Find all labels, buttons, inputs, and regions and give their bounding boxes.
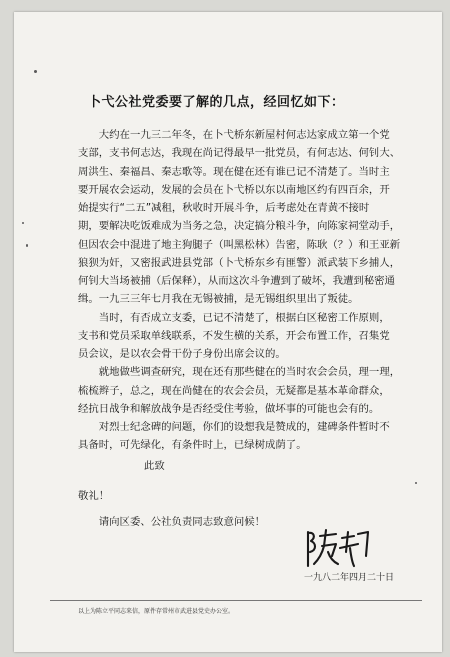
text-line: 始提实行“二五”减租，秋收时开展斗争，后考虑处在青黄不接时 [78,202,370,214]
text-line: 期，要解决吃饭难成为当务之急，决定搞分粮斗争，向陈家祠堂动手， [78,220,401,233]
scan-speck [34,70,37,73]
text-line: 但因农会中混进了地主狗腿子（叫黑松林）告密，陈耿（？）和王亚新 [78,238,401,251]
text-line: 具备时，可先绿化，有条件时上，已绿树成荫了。 [78,439,307,452]
text-line: 要开展农会运动，发展的会员在卜弋桥以东以南地区约有四百余，开 [78,183,390,196]
text-line: 员会议，是以农会骨干份子身份出席会议的。 [78,348,286,360]
text-line: 周洪生、秦福昌、秦志歌等。现在健在还有谁已记不清楚了。当时主 [78,165,390,178]
handwritten-signature [302,526,374,570]
letter-heading: 卜弋公社党委要了解的几点，经回忆如下： [88,95,345,110]
text-line: 何钊大当场被捕（后保释），从而这次斗争遭到了破坏，我遭到秘密通 [78,275,395,287]
text-line: 当时，有否成立支委，已记不清楚了，根据白区秘密工作原则， [78,311,390,324]
text-line: 梳梳辫子，总之，现在尚健在的农会会员，无疑都是基本革命群众， [78,384,390,397]
text-line: 大约在一九三二年冬，在卜弋桥东新屋村何志达家成立第一个党 [78,129,390,141]
scan-speck [22,222,24,224]
letter-page [14,12,442,652]
scan-speck [26,244,28,247]
text-line: 支部，支书何志达，我现在尚记得最早一批党员，有何志达、何钊大、 [78,147,401,160]
greeting: 敬礼！ [78,489,110,502]
letter-body [78,126,436,531]
text-line: 缉。一九三三年七月我在无锡被捕，是无锡组织里出了叛徒。 [78,293,359,306]
footnote-divider [50,600,422,601]
text-line: 经抗日战争和解放战争是否经受住考验，做坏事的可能也会有的。 [78,402,380,415]
text-line: 对烈士纪念碑的问题，你们的设想我是赞成的，建碑条件暂时不 [78,421,390,433]
closing-salutation: 此致 [144,459,165,472]
text-line: 狼狈为奸，又密报武进县党部（卜弋桥东乡有匪警）派武装下乡捕人， [78,256,401,269]
footnote: 以上为陈立平同志来信，原件存常州市武进县党史办公室。 [78,608,235,615]
text-line: 就地做些调查研究，现在还有那些健在的当时农会会员，理一理， [78,366,401,379]
regards-request: 请向区委、公社负责同志致意问候！ [78,516,266,528]
text-line: 支书和党员采取单线联系，不发生横的关系，开会布置工作，召集党 [78,329,390,342]
letter-date: 一九八二年四月二十日 [304,573,395,583]
